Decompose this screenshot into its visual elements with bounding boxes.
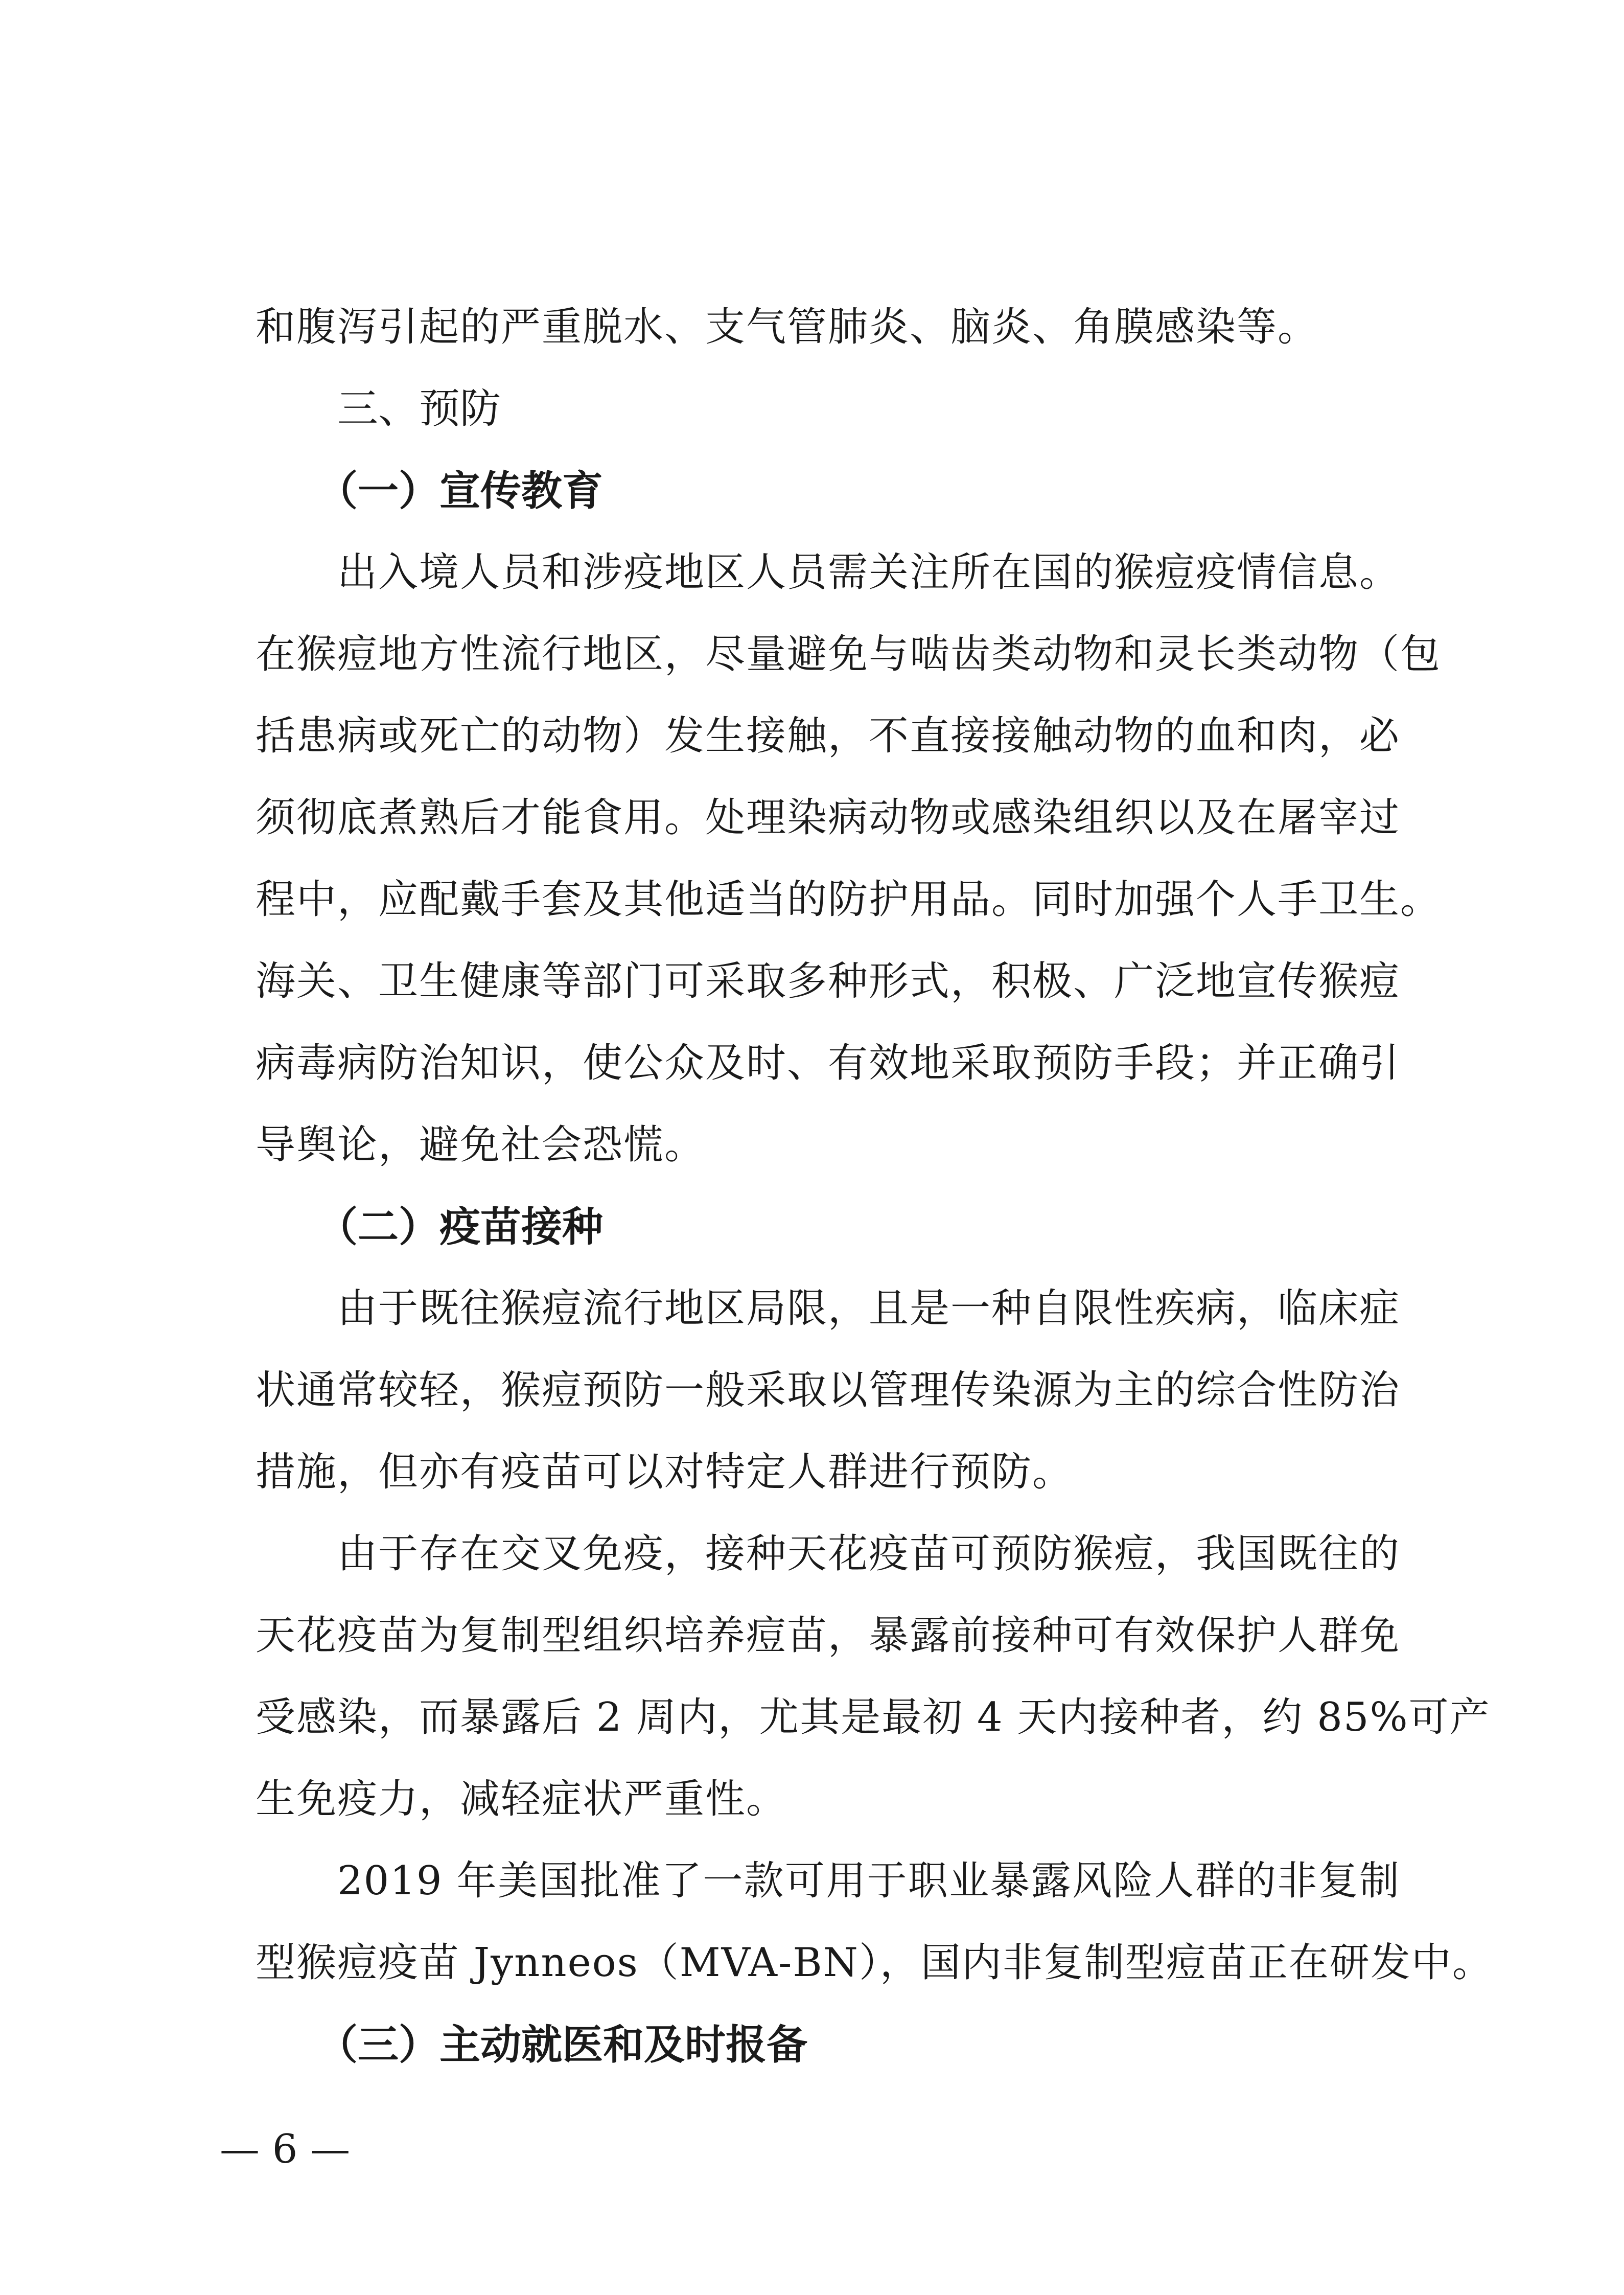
paragraph-line: 括患病或死亡的动物）发生接触，不直接接触动物的血和肉，必 <box>256 713 1401 759</box>
section-heading: 三、预防 <box>337 385 501 432</box>
paragraph-line: 导舆论，避免社会恐慌。 <box>256 1122 706 1168</box>
paragraph-line: 型猴痘疫苗 Jynneos（MVA-BN），国内非复制型痘苗正在研发中。 <box>256 1940 1493 1986</box>
page-number: — 6 — <box>220 2126 351 2172</box>
subsection-heading: （一）宣传教育 <box>317 467 603 515</box>
subsection-heading: （三）主动就医和及时报备 <box>317 2021 807 2069</box>
paragraph-line: 在猴痘地方性流行地区，尽量避免与啮齿类动物和灵长类动物（包 <box>256 631 1442 677</box>
paragraph-line: 状通常较轻，猴痘预防一般采取以管理传染源为主的综合性防治 <box>256 1367 1401 1413</box>
paragraph-line: 病毒病防治知识，使公众及时、有效地采取预防手段；并正确引 <box>256 1040 1401 1086</box>
paragraph-line: 和腹泻引起的严重脱水、支气管肺炎、脑炎、角膜感染等。 <box>256 304 1319 350</box>
paragraph-line: 须彻底煮熟后才能食用。处理染病动物或感染组织以及在屠宰过 <box>256 795 1401 841</box>
paragraph-line: 由于存在交叉免疫，接种天花疫苗可预防猴痘，我国既往的 <box>337 1531 1401 1577</box>
paragraph-line: 海关、卫生健康等部门可采取多种形式，积极、广泛地宣传猴痘 <box>256 958 1401 1004</box>
subsection-heading: （二）疫苗接种 <box>317 1203 603 1251</box>
paragraph-line: 措施，但亦有疫苗可以对特定人群进行预防。 <box>256 1449 1074 1495</box>
paragraph-line: 2019 年美国批准了一款可用于职业暴露风险人群的非复制 <box>337 1858 1400 1904</box>
paragraph-line: 由于既往猴痘流行地区局限，且是一种自限性疾病，临床症 <box>337 1286 1401 1332</box>
paragraph-line: 受感染，而暴露后 2 周内，尤其是最初 4 天内接种者，约 85%可产 <box>256 1694 1491 1740</box>
paragraph-line: 程中，应配戴手套及其他适当的防护用品。同时加强个人手卫生。 <box>256 877 1442 923</box>
paragraph-line: 生免疫力，减轻症状严重性。 <box>256 1776 787 1822</box>
paragraph-line: 天花疫苗为复制型组织培养痘苗，暴露前接种可有效保护人群免 <box>256 1613 1401 1659</box>
document-body <box>256 286 1493 2085</box>
paragraph-line: 出入境人员和涉疫地区人员需关注所在国的猴痘疫情信息。 <box>337 549 1401 595</box>
